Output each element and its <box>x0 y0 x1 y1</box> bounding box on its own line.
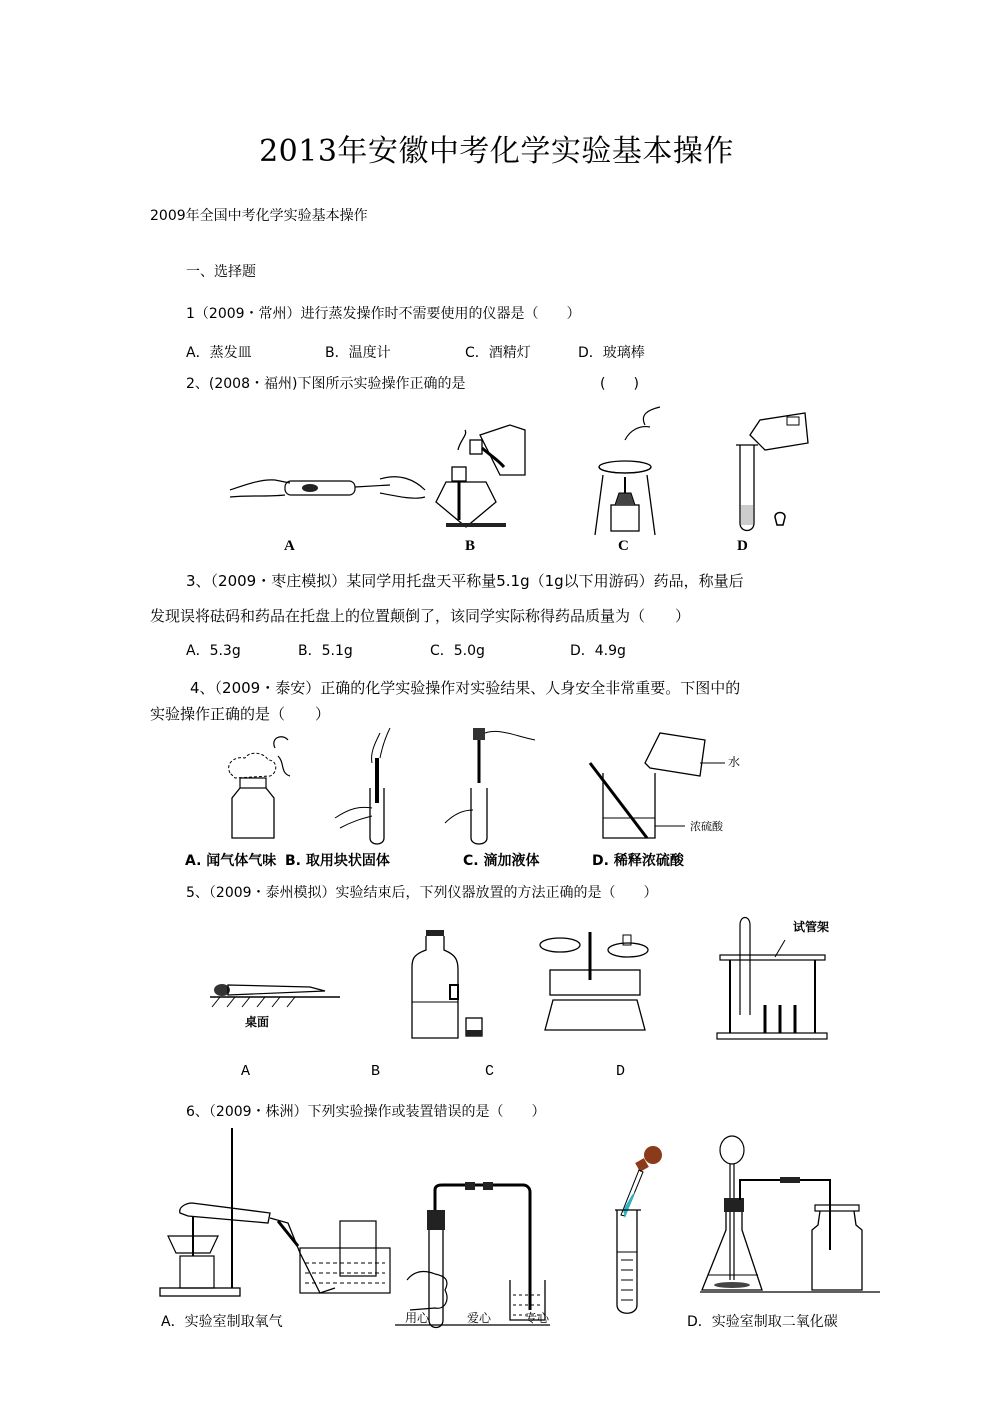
q2-label-d: D <box>737 538 748 554</box>
oxygen-prep-apparatus-icon <box>160 1128 400 1308</box>
balance-scale-icon <box>535 930 655 1060</box>
airtightness-check-icon <box>405 1170 535 1360</box>
q4-label-c: C. 滴加液体 <box>463 853 540 869</box>
q4-label-d: D. 稀释浓硫酸 <box>592 853 684 869</box>
watermark-3: 专心 <box>525 1311 550 1325</box>
document-subtitle: 2009年全国中考化学实验基本操作 <box>150 208 368 224</box>
q4-label-a: A. 闻气体气味 <box>185 853 277 869</box>
annotation-water: 水 <box>728 755 741 769</box>
dilute-acid-beaker-icon <box>585 728 765 848</box>
question-4-line1: 4、（2009・泰安）正确的化学实验操作对实验结果、人身安全非常重要。下图中的 <box>190 679 741 697</box>
q6-label-d: D．实验室制取二氧化碳 <box>687 1314 838 1330</box>
q2-label-c: C <box>618 538 629 554</box>
dropper-test-tube-icon <box>445 728 565 848</box>
q2-label-a: A <box>284 538 295 554</box>
question-1-text: 1（2009・常州）进行蒸发操作时不需要使用的仪器是（ ） <box>186 306 581 322</box>
q3-option-d: D．4.9g <box>570 643 626 659</box>
question-3-line2: 发现误将砝码和药品在托盘上的位置颠倒了，该同学实际称得药品质量为（ ） <box>150 607 691 625</box>
section-heading: 一、选择题 <box>186 264 256 280</box>
q6-label-a: A．实验室制取氧气 <box>161 1314 283 1330</box>
q4-label-b: B. 取用块状固体 <box>285 853 390 869</box>
document-title: 2013年安徽中考化学实验基本操作 <box>259 134 734 169</box>
annotation-test-tube-rack: 试管架 <box>793 920 830 934</box>
q3-option-a: A．5.3g <box>186 643 241 659</box>
test-tube-block-solid-icon <box>330 728 430 848</box>
gas-bottle-smell-icon <box>220 728 320 848</box>
annotation-tabletop: 桌面 <box>245 1015 270 1029</box>
q5-label-b: B <box>371 1063 381 1080</box>
question-5-text: 5、（2009・泰州模拟）实验结束后，下列仪器放置的方法正确的是（ ） <box>186 885 658 901</box>
alcohol-lamp-icon <box>430 415 540 545</box>
q5-label-c: C <box>485 1063 495 1080</box>
dropper-on-table-icon <box>210 975 340 1055</box>
q2-figure <box>200 405 830 560</box>
test-tube-hands-icon <box>230 445 430 545</box>
watermark-1: 用心 <box>405 1311 430 1325</box>
q6-figure <box>155 1125 870 1335</box>
co2-prep-apparatus-icon <box>700 1130 880 1310</box>
q1-option-c: C．酒精灯 <box>465 345 531 361</box>
question-4-line2: 实验操作正确的是（ ） <box>150 705 331 723</box>
q5-label-d: D <box>616 1063 626 1080</box>
tripod-evaporating-dish-icon <box>585 405 685 540</box>
question-2-blank: ( ) <box>600 376 639 392</box>
question-6-text: 6、（2009・株洲）下列实验操作或装置错误的是（ ） <box>186 1104 546 1120</box>
q5-figure <box>190 910 840 1090</box>
reagent-bottle-icon <box>410 930 510 1060</box>
q5-label-a: A <box>241 1063 251 1080</box>
q1-option-d: D．玻璃棒 <box>578 345 645 361</box>
q1-option-a: A．蒸发皿 <box>186 345 252 361</box>
annotation-conc-sulfuric: 浓硫酸 <box>690 820 723 833</box>
pouring-test-tube-icon <box>730 405 820 540</box>
q3-option-c: C．5.0g <box>430 643 485 659</box>
q3-option-b: B．5.1g <box>298 643 353 659</box>
q2-label-b: B <box>465 538 476 554</box>
question-2-text: 2、(2008・福州)下图所示实验操作正确的是 <box>186 376 466 392</box>
q1-option-b: B．温度计 <box>325 345 391 361</box>
q4-figure <box>185 728 765 873</box>
question-3-line1: 3、（2009・枣庄模拟）某同学用托盘天平称量5.1g（1g以下用游码）药品，称量后 <box>186 572 744 590</box>
colored-dropper-tube-icon <box>615 1140 685 1320</box>
watermark-2: 爱心 <box>467 1311 492 1325</box>
